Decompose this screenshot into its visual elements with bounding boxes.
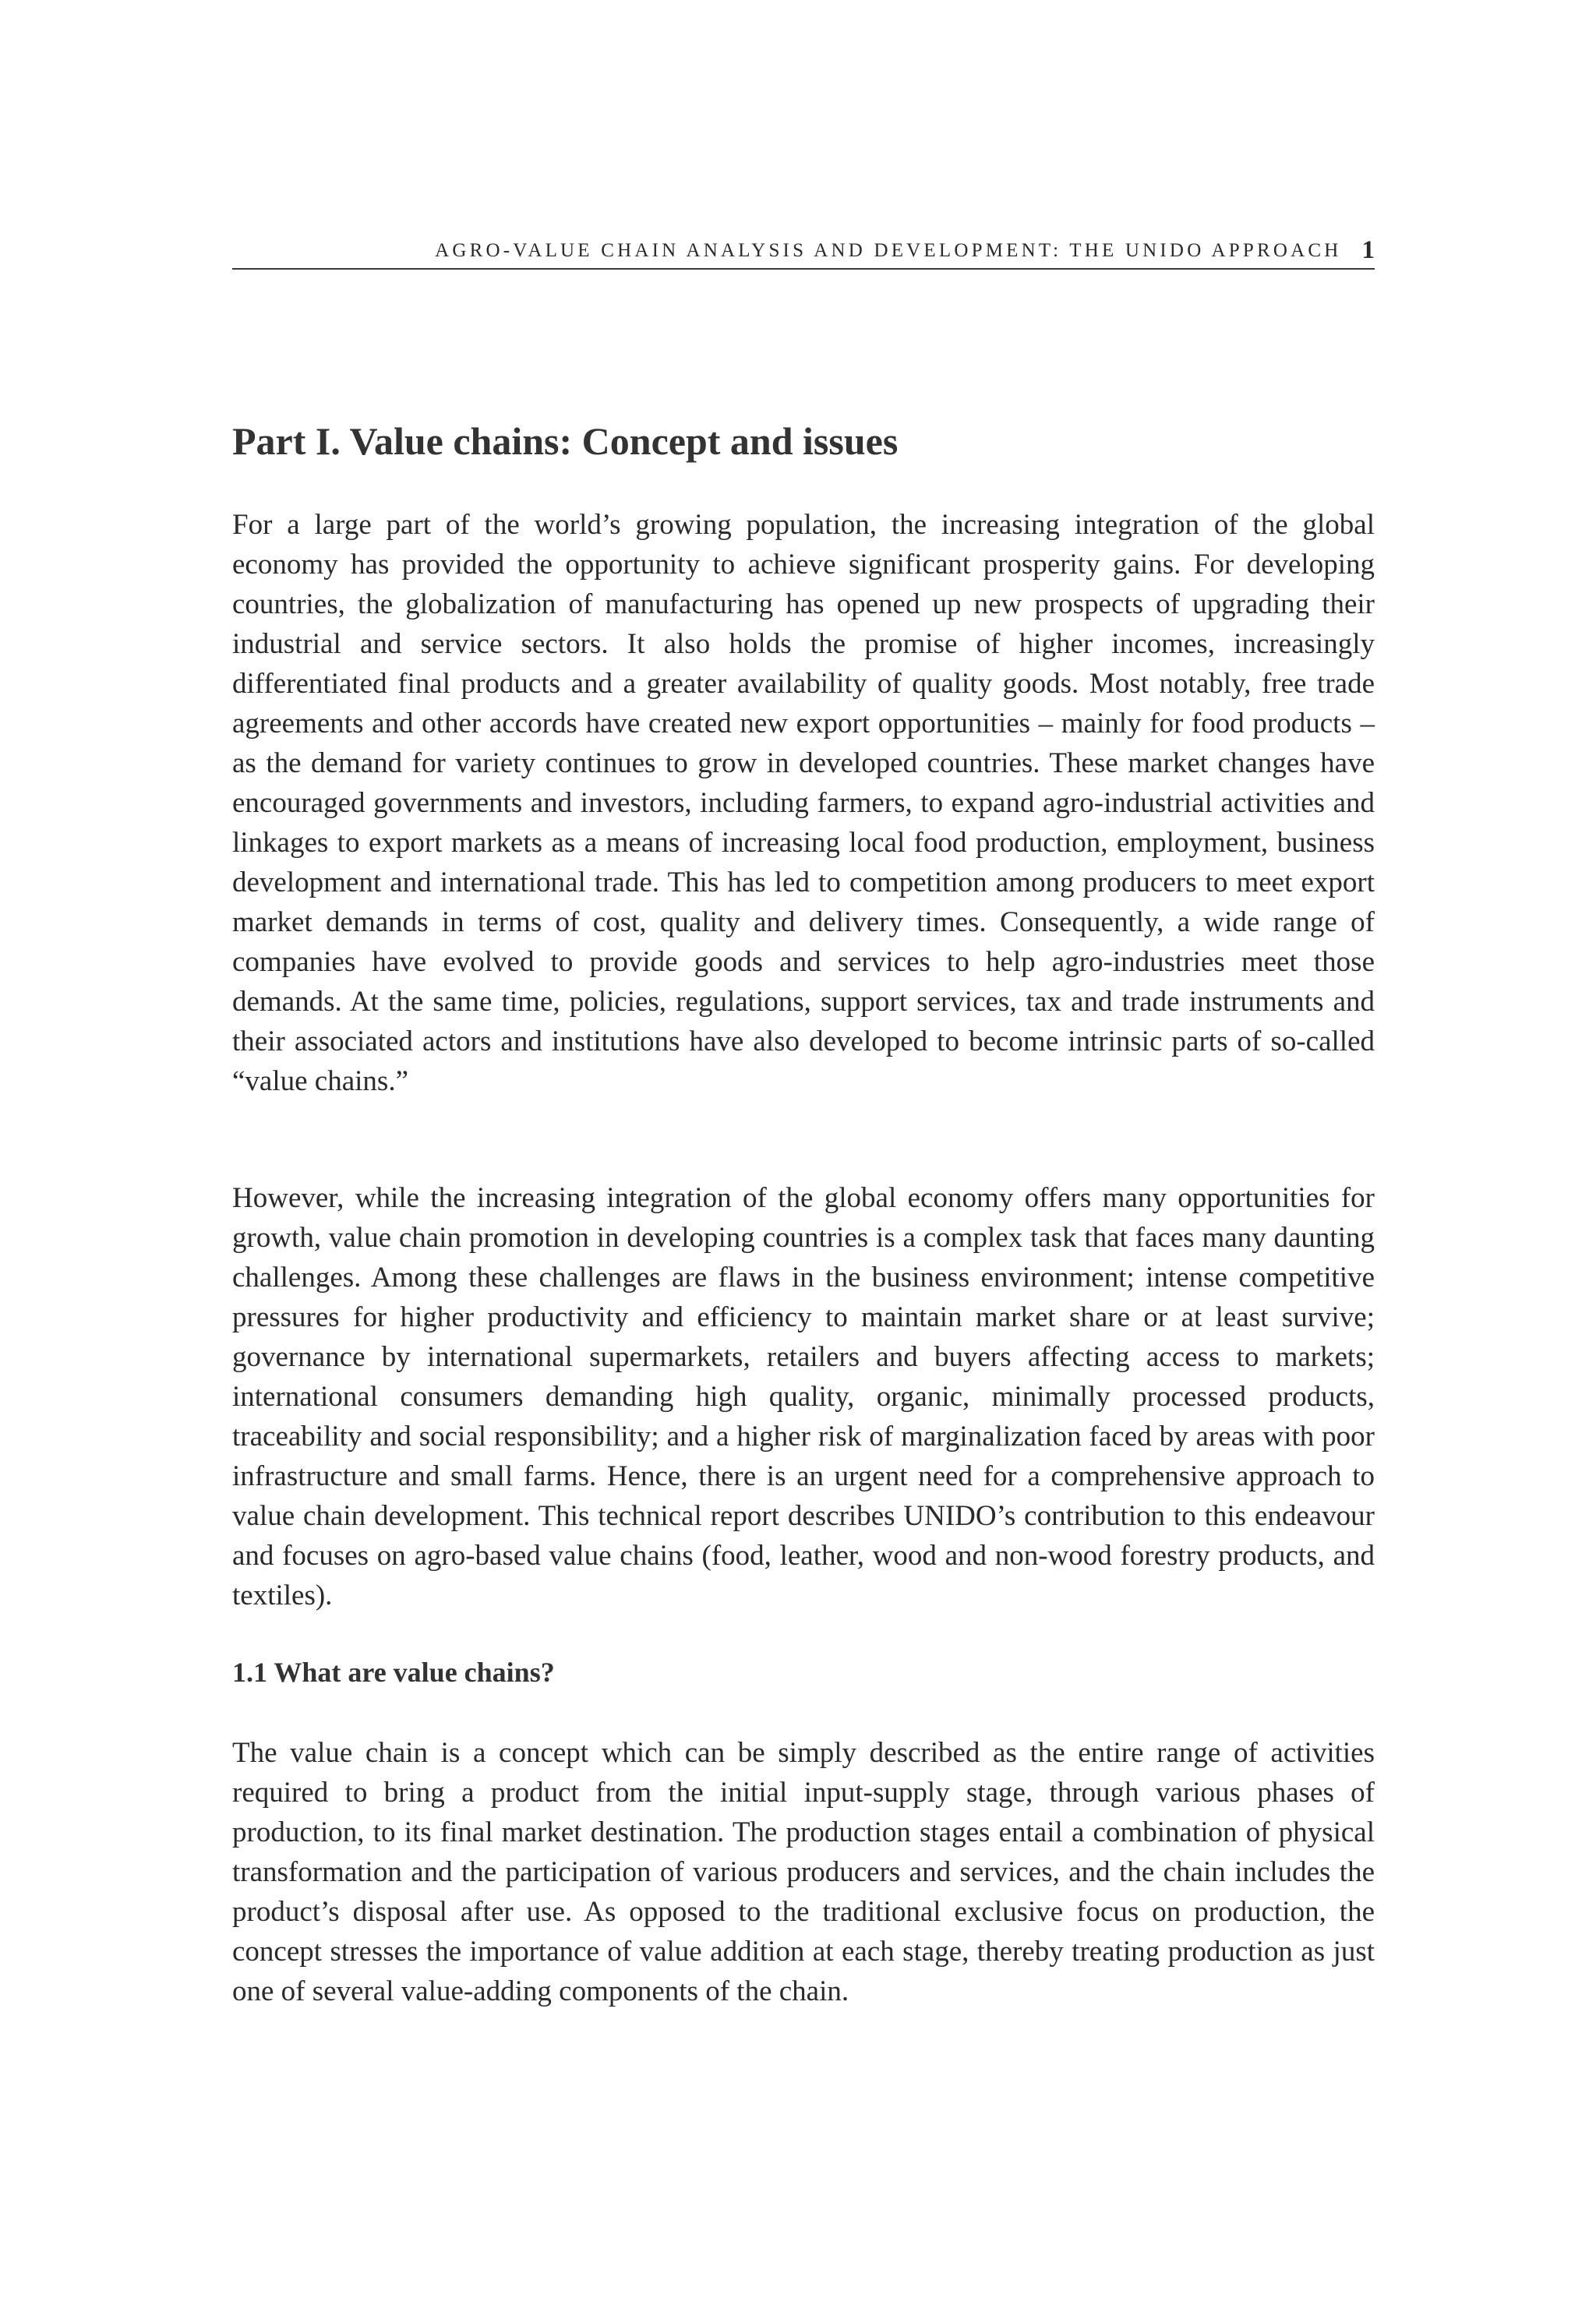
body-paragraph: For a large part of the world’s growing population, the increasing integration of the global economy has provided the opportunity to achieve significant prosperity gains. For developing countries, the globalization of manufacturing has opened up new prospects of upgrading their industrial and service sectors. It also holds the promise of higher incomes, increasingly differentiated final products and a greater availability of quality goods. Most notably, free trade agreements and other accords have created new export opportunities – mainly for food products – as the demand for variety continues to grow in developed countries. These market changes have encouraged governments and investors, including farmers, to expand agro-industrial activities and linkages to export markets as a means of increasing local food production, employment, business development and international trade. This has led to competition among producers to meet export market demands in terms of cost, quality and delivery times. Consequently, a wide range of companies have evolved to provide goods and services to help agro-industries meet those demands. At the same time, policies, regulations, support services, tax and trade instruments and their associated actors and institutions have also developed to become intrinsic parts of so-called “value chains.”	[232, 509, 1375, 1097]
part-title: Part I. Value chains: Concept and issues	[232, 419, 899, 463]
running-title: AGRO-VALUE CHAIN ANALYSIS AND DEVELOPMENT: THE UNIDO APPROACH	[435, 240, 1342, 261]
running-header	[232, 234, 1375, 270]
section-heading: 1.1 What are value chains?	[232, 1657, 555, 1688]
body-paragraph: However, while the increasing integration of the global economy offers many opportunities for growth, value chain promotion in developing countries is a complex task that faces many daunting challenges. Among these challenges are flaws in the business environment; intense competitive pressures for higher productivity and efficiency to maintain market share or at least survive; governance by international supermarkets, retailers and buyers affecting access to markets; international consumers demanding high quality, organic, minimally processed products, traceability and social responsibility; and a higher risk of marginalization faced by areas with poor infrastructure and small farms. Hence, there is an urgent need for a comprehensive approach to value chain development. This technical report describes UNIDO’s contribution to this endeavour and focuses on agro-based value chains (food, leather, wood and non-wood forestry products, and textiles).	[232, 1182, 1375, 1611]
page-number: 1	[1361, 236, 1375, 264]
section-paragraph: The value chain is a concept which can be simply described as the entire range of activities required to bring a product from the initial input-supply stage, through various phases of production, to its final market destination. The production stages entail a combination of physical transformation and the participation of various producers and services, and the chain includes the product’s disposal after use. As opposed to the traditional exclusive focus on production, the concept stresses the importance of value addition at each stage, thereby treating production as just one of several value-adding components of the chain.	[232, 1737, 1375, 2007]
